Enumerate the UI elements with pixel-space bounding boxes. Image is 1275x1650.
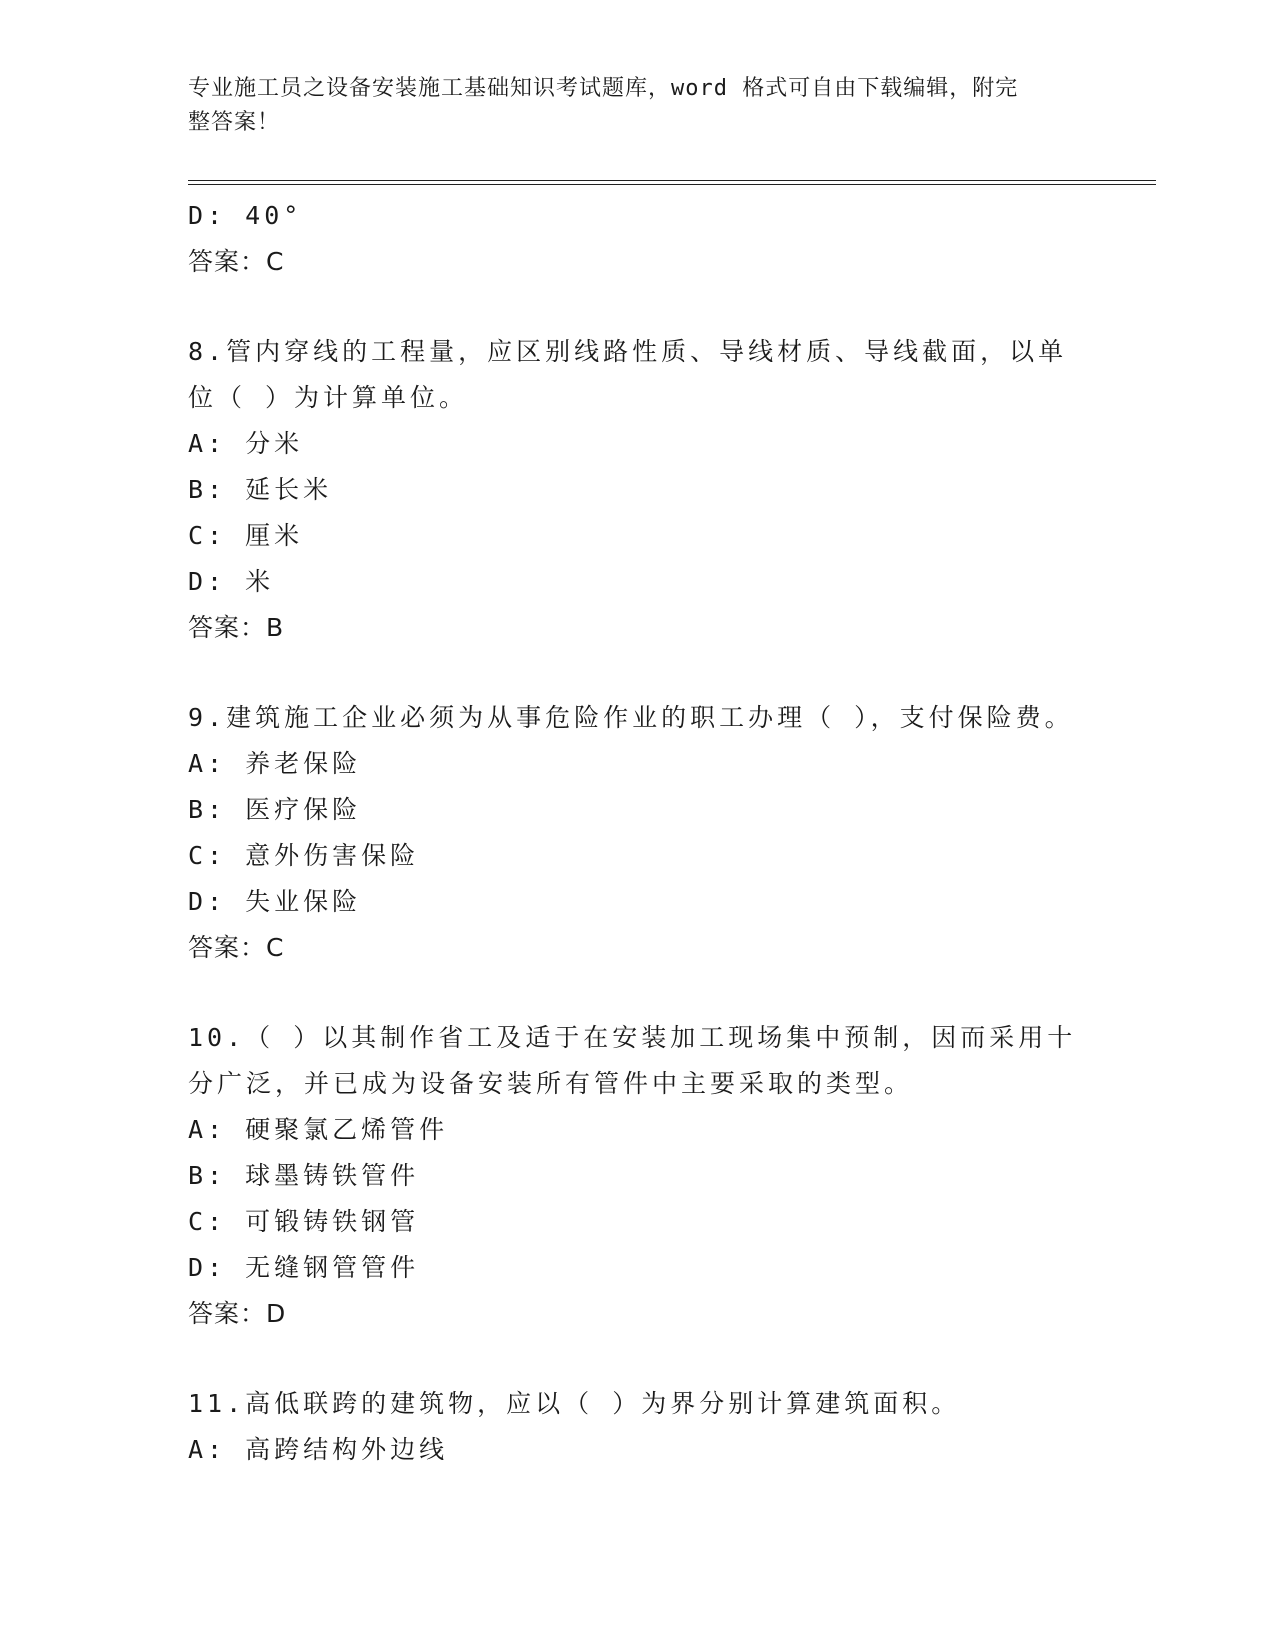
- question-9: [188, 695, 1088, 971]
- option-d: D: 40°: [188, 201, 303, 230]
- question-stem-continued: 位（ ）为计算单位。: [188, 383, 469, 412]
- option-b: B: 延长米: [188, 475, 333, 504]
- option-a: A: 分米: [188, 429, 304, 458]
- spacer: [188, 651, 1088, 695]
- previous-question-tail: [188, 193, 1088, 285]
- question-8: [188, 329, 1088, 651]
- option-d: D: 失业保险: [188, 887, 362, 916]
- header-divider: [188, 180, 1156, 185]
- option-c: C: 厘米: [188, 521, 304, 550]
- question-stem: 10.（ ）以其制作省工及适于在安装加工现场集中预制，因而采用十: [188, 1023, 1077, 1052]
- document-header: [188, 72, 1068, 140]
- question-stem: 8.管内穿线的工程量，应区别线路性质、导线材质、导线截面，以单: [188, 337, 1068, 366]
- question-content: [188, 193, 1088, 1473]
- option-b: B: 球墨铸铁管件: [188, 1161, 420, 1190]
- spacer: [188, 1337, 1088, 1381]
- answer: 答案：B: [188, 613, 285, 642]
- option-a: A: 高跨结构外边线: [188, 1435, 449, 1464]
- question-stem-continued: 分广泛，并已成为设备安装所有管件中主要采取的类型。: [188, 1069, 914, 1098]
- answer: 答案：D: [188, 1299, 287, 1328]
- option-d: D: 无缝钢管管件: [188, 1253, 420, 1282]
- answer: 答案：C: [188, 247, 285, 276]
- spacer: [188, 971, 1088, 1015]
- question-10: [188, 1015, 1088, 1337]
- option-a: A: 养老保险: [188, 749, 362, 778]
- header-line-2: 整答案！: [188, 110, 281, 135]
- header-line-1: 专业施工员之设备安装施工基础知识考试题库，word 格式可自由下载编辑，附完: [188, 76, 1019, 101]
- spacer: [188, 285, 1088, 329]
- option-a: A: 硬聚氯乙烯管件: [188, 1115, 449, 1144]
- option-c: C: 意外伤害保险: [188, 841, 420, 870]
- question-11: [188, 1381, 1088, 1473]
- question-stem: 9.建筑施工企业必须为从事危险作业的职工办理（ ），支付保险费。: [188, 703, 1074, 732]
- option-b: B: 医疗保险: [188, 795, 362, 824]
- question-stem: 11.高低联跨的建筑物，应以（ ）为界分别计算建筑面积。: [188, 1389, 961, 1418]
- option-c: C: 可锻铸铁钢管: [188, 1207, 420, 1236]
- answer: 答案：C: [188, 933, 285, 962]
- option-d: D: 米: [188, 567, 275, 596]
